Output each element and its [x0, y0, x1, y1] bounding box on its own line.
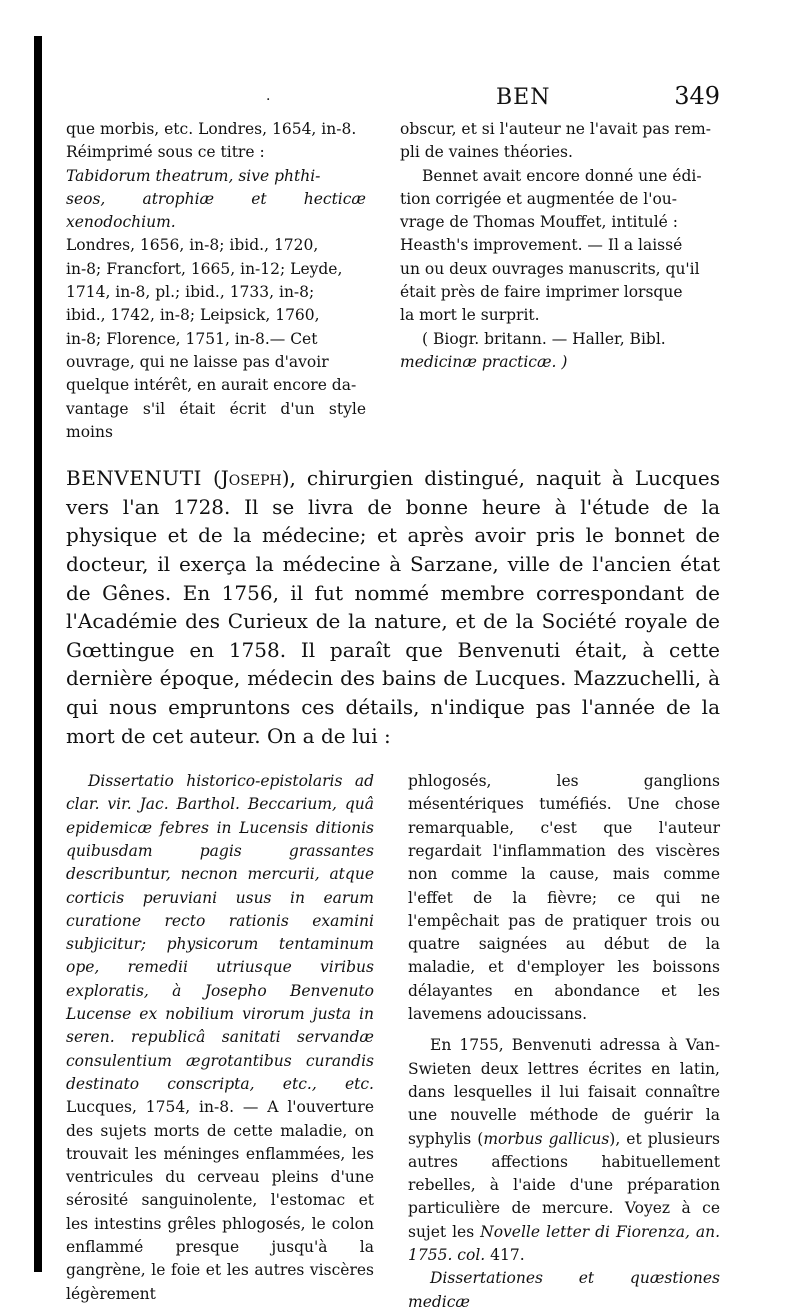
line: Londres, 1656, in-8; ibid., 1720, — [66, 236, 319, 255]
line: un ou deux ouvrages manuscrits, qu'il — [400, 259, 700, 278]
line: obscur, et si l'auteur ne l'avait pas rem- — [400, 120, 711, 138]
line: 1714, in-8, pl.; ibid., 1733, in-8; — [66, 283, 315, 302]
line: vrage de Thomas Mouffet, intitulé : — [400, 213, 678, 232]
line: in-8; Florence, 1751, in-8.— Cet — [66, 329, 318, 348]
running-head: BEN — [496, 85, 551, 110]
line: ouvrage, qui ne laisse pas d'avoir — [66, 352, 329, 371]
paragraph-van-swieten — [408, 1034, 720, 1267]
bottom-left-column — [66, 770, 374, 1314]
book-page — [66, 82, 720, 1314]
line: seos, atrophiæ et hecticæ xenodochium. — [66, 189, 366, 232]
text-segment-italic: morbus gallicus — [483, 1129, 610, 1148]
top-left-column — [66, 118, 366, 444]
line: Heasth's improvement. — Il a laissé — [400, 236, 683, 255]
text-segment: En 1755, Benvenuti adressa à Van-Swieten deux lettres écrites en latin, dans lesquelles il lui faisait connaître une nouvelle méthode de guérir la syphylis ( — [408, 1036, 720, 1148]
article-name: BENVENUTI — [66, 466, 202, 491]
line: vantage s'il était écrit d'un style moins — [66, 399, 366, 441]
line: tion corrigée et augmentée de l'ou- — [400, 189, 678, 208]
paragraph-dissertationes: Dissertationes et quæstiones medicæ — [408, 1269, 720, 1311]
dissertation-notes: Lucques, 1754, in-8. — A l'ouverture des sujets morts de cette maladie, on trouvait les méninges enflammées, les ventricules du cerveau pleins d'une sérosité sanguinolente, l'estomac et les intestins grêles phlogosés, le colon enflammé presque jusqu'à la gangrène, le foie et les autres viscères légèrement — [66, 1098, 374, 1303]
article-body: chirurgien distingué, naquit à Lucques vers l'an 1728. Il se livra de bonne heure à l'étude de la physique et de la médecine; et après avoir pris le bonnet de docteur, il exerça la médecine à Sarzane, ville de l'ancien état de Gênes. En 1756, il fut nommé membre correspondant de l'Académie des Curieux de la nature, et de la Société royale de Gœttingue en 1758. Il paraît que Benvenuti était, à cette dernière époque, médecin des bains de Lucques. Mazzuchelli, à qui nous empruntons ces détails, n'indique pas l'année de la mort de cet auteur. On a de lui : — [66, 466, 720, 748]
top-right-column — [400, 118, 720, 444]
page-number: 349 — [674, 82, 720, 110]
line: in-8; Francfort, 1665, in-12; Leyde, — [66, 259, 343, 278]
line: ( Biogr. britann. — Haller, Bibl. — [422, 329, 666, 348]
line: Bennet avait encore donné une édi- — [422, 166, 702, 185]
dissertation-title: Dissertatio historico-epistolaris ad clar. vir. Jac. Barthol. Beccarium, quâ epidemicæ febres in Lucensis ditionis quibusdam pagis grassantes describuntur, necnon mercurii, atque corticis peruviani usus in earum curatione recto rationis examini subjicitur; physicorum tentaminum ope, remedii utriusque viribus exploratis, à Josepho Benvenuto Lucense ex nobilium virorum justa in seren. republicâ sanitati servandæ consulentium ægrotantibus curandis destinato conscripta, etc., etc. — [66, 772, 374, 1093]
top-columns — [66, 118, 720, 444]
line: que morbis, etc. Londres, 1654, in-8. — [66, 120, 357, 138]
text-segment: ), et plusieurs autres affections habituellement rebelles, à l'aide d'une préparation particulière de mercure. Voyez à ce sujet les — [408, 1129, 720, 1241]
paragraph-phlogoses: phlogosés, les ganglions mésentériques tuméfiés. Une chose remarquable, c'est que l'auteur regardait l'inflammation des viscères non comme la cause, mais comme l'effet de la fièvre; ce qui ne l'empêchait pas de pratiquer trois ou quatre saignées au début de la maladie, et d'employer les boissons délayantes en abondance et les lavemens adoucissans. — [408, 772, 720, 1024]
text-segment-italic: Novelle letter di Fiorenza, an. 1755. col. — [408, 1222, 720, 1265]
bottom-columns — [66, 770, 720, 1314]
line: Tabidorum theatrum, sive phthi- — [66, 166, 321, 185]
article-benvenuti — [66, 464, 720, 750]
line: pli de vaines théories. — [400, 143, 573, 162]
bottom-right-column — [408, 770, 720, 1314]
page-header — [66, 82, 720, 118]
line: ibid., 1742, in-8; Leipsick, 1760, — [66, 306, 320, 325]
text-segment: 417. — [485, 1246, 525, 1265]
article-given-name: (Joseph), — [212, 466, 296, 491]
line: était près de faire imprimer lorsque — [400, 283, 683, 302]
page-binding-edge — [34, 36, 42, 1272]
dissertation-entry — [66, 770, 374, 1306]
line: medicinæ practicæ. ) — [400, 352, 568, 371]
line: quelque intérêt, en aurait encore da- — [66, 376, 357, 395]
line: Réimprimé sous ce titre : — [66, 143, 265, 162]
line: la mort le surprit. — [400, 306, 540, 325]
header-dot: · — [266, 92, 271, 108]
